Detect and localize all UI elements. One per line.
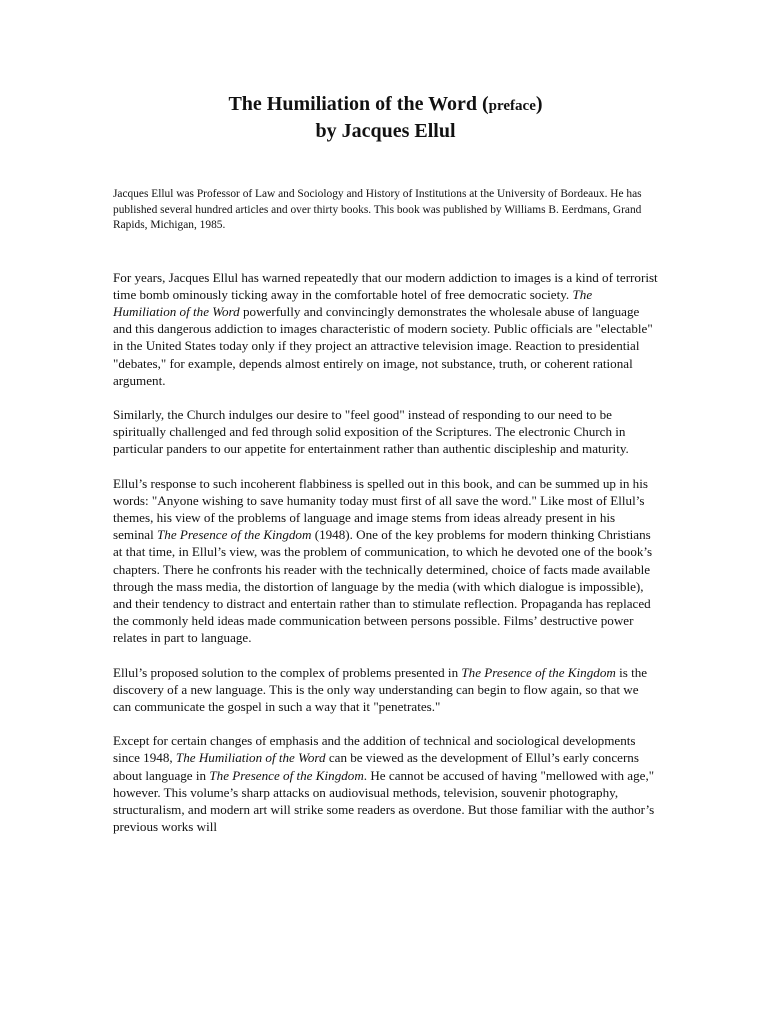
paragraph-1 [113,269,658,389]
title-main: The Humiliation of the Word ( [228,93,489,115]
italic-book-title: The Presence of the Kingdom [209,767,364,783]
paragraph-4 [113,664,658,716]
paragraph-text: Except for certain changes of emphasis and the addition of technical and sociological developments since 1948, [113,733,636,766]
title-preface-label: preface [488,98,536,114]
paragraph-text: . He cannot be accused of having "mellowed with age," however. This volume’s sharp attacks on audiovisual methods, television, souvenir photography, structuralism, and modern art will strike some readers as overdone. But those familiar with the author’s previous works will [113,767,655,835]
italic-book-title: The Humiliation of the Word [113,286,593,319]
paragraph-3 [113,475,658,647]
paragraph-text: Ellul’s response to such incoherent flabbiness is spelled out in this book, and can be summed up in his words: "Anyone wishing to save humanity today must first of all save the word." Like most of Ellul’s themes, his view of the problems of language and image stems from ideas already present in his seminal [113,475,648,543]
paragraph-text: can be viewed as the development of Ellul’s early concerns about language in [113,750,639,783]
paragraph-text: For years, Jacques Ellul has warned repeatedly that our modern addiction to images is a kind of terrorist time bomb ominously ticking away in the comfortable hotel of free democratic society. [113,269,658,302]
title-close-paren: ) [535,93,543,115]
italic-book-title: The Humiliation of the Word [175,750,326,766]
italic-book-title: The Presence of the Kingdom [461,664,616,680]
paragraph-text: Ellul’s proposed solution to the complex of problems presented in [113,664,462,680]
paragraph-2 [113,406,658,458]
paragraph-text: (1948). One of the key problems for modern thinking Christians at that time, in Ellul’s view, was the problem of communication, to which he devoted one of the book’s chapters. There he confronts his reader with the technically determined, choice of facts made available through the mass media, the distortion of language by the media (with which dialogue is impossible), and their tendency to distract and entertain rather than to stimulate reflection. Propaganda has replaced the commonly held ideas made communication between persons possible. Films’ destructive power relates in part to language. [113,527,653,646]
document-title [113,92,658,144]
paragraph-text: Similarly, the Church indulges our desire to "feel good" instead of responding to our need to be spiritually challenged and fed through solid exposition of the Scriptures. The electronic Church in particular panders to our appetite for entertainment rather than authentic discipleship and maturity. [113,406,629,457]
document-page [113,92,658,835]
paragraph-5 [113,732,658,835]
italic-book-title: The Presence of the Kingdom [157,527,312,543]
paragraph-text: is the discovery of a new language. This is the only way understanding can begin to flow again, so that we can communicate the gospel in such a way that it "penetrates." [113,664,648,714]
paragraph-text: powerfully and convincingly demonstrates the wholesale abuse of language and this dangerous addiction to images characteristic of modern society. Public officials are "electable" in the United States today only if they project an attractive television image. Reaction to presidential "debates," for example, depends almost entirely on image, not substance, truth, or coherent rational argument. [113,303,653,388]
title-byline: by Jacques Ellul [315,120,456,142]
author-note: Jacques Ellul was Professor of Law and Sociology and History of Institutions at the University of Bordeaux. He has published several hundred articles and over thirty books. This book was published by Williams B. Eerdmans, Grand Rapids, Michigan, 1985. [113,188,642,231]
